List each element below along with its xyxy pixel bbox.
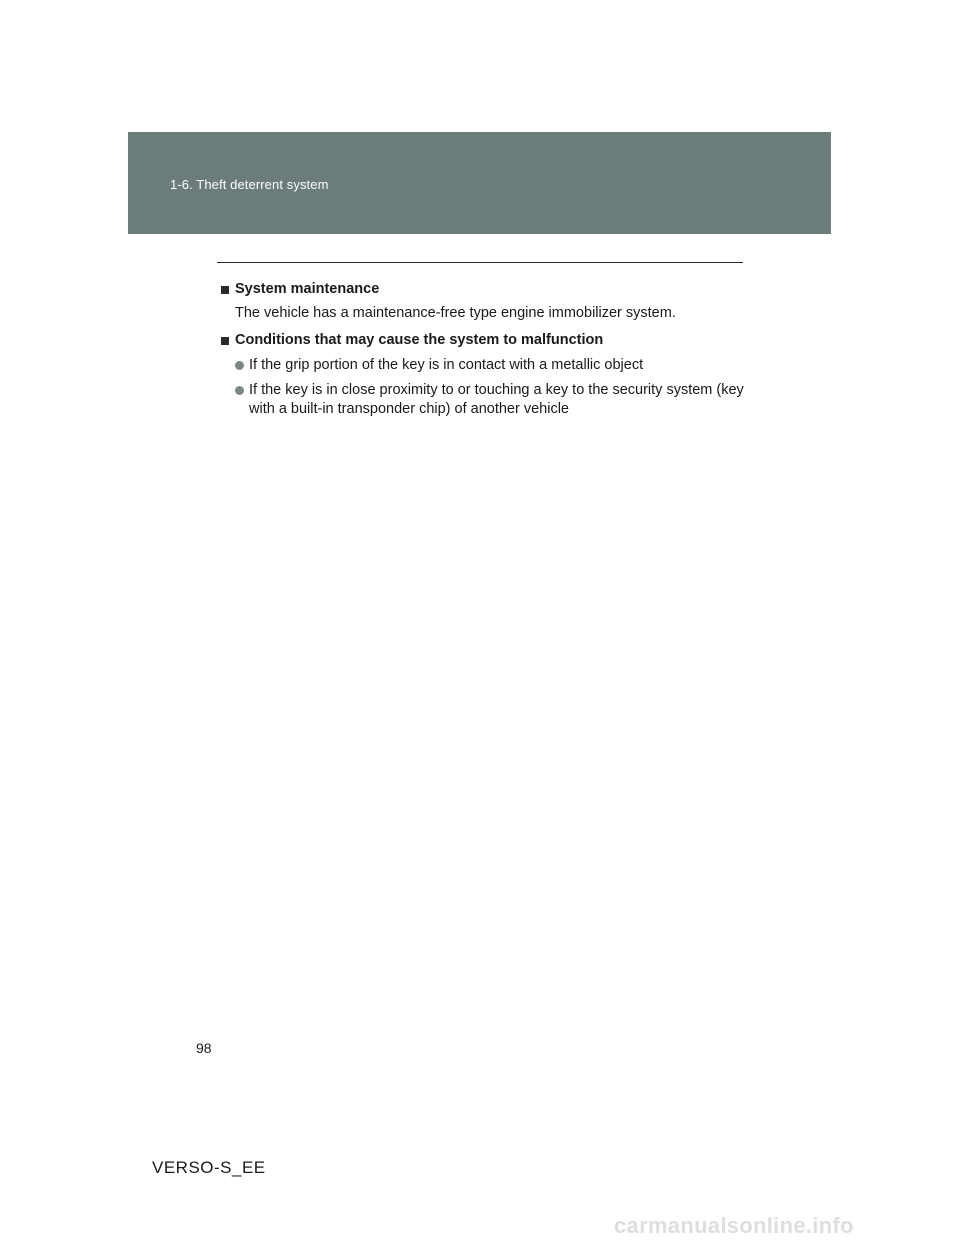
circle-bullet-icon bbox=[235, 386, 244, 395]
circle-bullet-icon bbox=[235, 361, 244, 370]
malfunction-conditions-list bbox=[235, 356, 751, 419]
heading-text: System maintenance bbox=[235, 281, 380, 297]
section-heading-malfunction bbox=[221, 331, 751, 350]
paragraph-maintenance: The vehicle has a maintenance-free type engine immobilizer system. bbox=[235, 305, 676, 321]
page-number: 98 bbox=[196, 1040, 212, 1056]
document-code: VERSO-S_EE bbox=[152, 1158, 266, 1177]
watermark: carmanualsonline.info bbox=[614, 1213, 854, 1238]
divider-line bbox=[217, 262, 743, 263]
section-heading-maintenance bbox=[221, 280, 751, 299]
list-item bbox=[235, 356, 751, 375]
square-bullet-icon bbox=[221, 286, 229, 294]
square-bullet-icon bbox=[221, 337, 229, 345]
list-item-text: If the grip portion of the key is in contact with a metallic object bbox=[249, 357, 644, 373]
header-band bbox=[128, 132, 831, 234]
heading-text: Conditions that may cause the system to malfunction bbox=[235, 332, 604, 348]
list-item bbox=[235, 381, 751, 419]
section-title: 1-6. Theft deterrent system bbox=[170, 177, 329, 192]
content-body bbox=[221, 280, 751, 425]
list-item-text: If the key is in close proximity to or touching a key to the security system (key with a built-in transponder chip) of another vehicle bbox=[249, 382, 744, 417]
